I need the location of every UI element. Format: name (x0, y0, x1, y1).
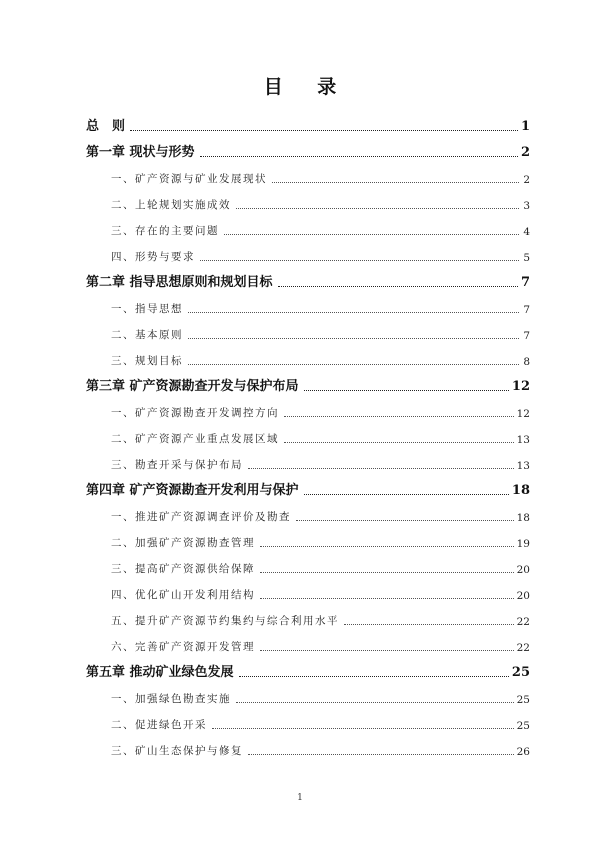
toc-leader-dots (248, 753, 514, 755)
toc-leader-dots (260, 649, 514, 651)
toc-leader-dots (284, 415, 514, 417)
toc-section-entry[interactable] (86, 524, 530, 550)
toc-entry-label: 第二章 指导思想原则和规划目标 (86, 275, 273, 290)
toc-entry-label: 三、矿山生态保护与修复 (111, 745, 243, 757)
toc-leader-dots (224, 233, 519, 235)
toc-entry-label: 一、矿产资源勘查开发调控方向 (111, 407, 279, 419)
toc-entry-page: 2 (520, 145, 530, 160)
toc-entry-label: 第三章 矿产资源勘查开发与保护布局 (86, 379, 299, 394)
toc-entry-page: 7 (523, 330, 530, 342)
toc-entry-label: 第一章 现状与形势 (86, 145, 195, 160)
toc-leader-dots (260, 545, 514, 547)
toc-leader-dots (200, 155, 518, 157)
toc-entry-label: 三、存在的主要问题 (111, 225, 219, 237)
toc-entry-page: 12 (511, 379, 530, 394)
toc-chapter-entry[interactable] (86, 654, 530, 680)
toc-entry-page: 20 (516, 564, 530, 576)
toc-leader-dots (236, 701, 514, 703)
toc-entry-label: 一、加强绿色勘查实施 (111, 693, 231, 705)
toc-entry-page: 13 (516, 434, 530, 446)
toc-entry-label: 二、基本原则 (111, 329, 183, 341)
toc-leader-dots (278, 285, 518, 287)
toc-entry-label: 一、推进矿产资源调查评价及勘查 (111, 511, 291, 523)
toc-leader-dots (304, 389, 509, 391)
toc-entry-page: 18 (511, 483, 530, 498)
toc-section-entry[interactable] (86, 680, 530, 706)
toc-leader-dots (344, 623, 514, 625)
toc-leader-dots (212, 727, 514, 729)
toc-entry-label: 三、提高矿产资源供给保障 (111, 563, 255, 575)
toc-entry-page: 26 (516, 746, 530, 758)
toc-section-entry[interactable] (86, 732, 530, 758)
toc-entry-page: 7 (523, 304, 530, 316)
toc-section-entry[interactable] (86, 186, 530, 212)
toc-section-entry[interactable] (86, 212, 530, 238)
page-number: 1 (297, 793, 303, 803)
toc-entry-page: 22 (516, 616, 530, 628)
toc-entry-page: 4 (523, 226, 530, 238)
toc-leader-dots (188, 363, 519, 365)
toc-section-entry[interactable] (86, 420, 530, 446)
toc-entry-page: 25 (516, 694, 530, 706)
toc-entry-page: 12 (516, 408, 530, 420)
toc-entry-page: 19 (516, 538, 530, 550)
toc-entry-page: 13 (516, 460, 530, 472)
toc-leader-dots (236, 207, 519, 209)
toc-entry-label: 三、勘查开采与保护布局 (111, 459, 243, 471)
toc-section-entry[interactable] (86, 602, 530, 628)
toc-section-entry[interactable] (86, 446, 530, 472)
toc-entry-label: 五、提升矿产资源节约集约与综合利用水平 (111, 615, 339, 627)
page-title: 目 录 (263, 76, 351, 98)
toc-leader-dots (200, 259, 519, 261)
toc-entry-label: 一、矿产资源与矿业发展现状 (111, 173, 267, 185)
toc-chapter-entry[interactable] (86, 134, 530, 160)
toc-leader-dots (296, 519, 514, 521)
toc-entry-page: 18 (516, 512, 530, 524)
toc-leader-dots (239, 675, 509, 677)
toc-chapter-entry[interactable] (86, 368, 530, 394)
toc-entry-label: 四、优化矿山开发利用结构 (111, 589, 255, 601)
toc-entry-page: 8 (523, 356, 530, 368)
toc-leader-dots (272, 181, 519, 183)
toc-entry-page: 20 (516, 590, 530, 602)
toc-leader-dots (130, 129, 518, 131)
toc-section-entry[interactable] (86, 316, 530, 342)
toc-section-entry[interactable] (86, 238, 530, 264)
toc-entry-label: 第五章 推动矿业绿色发展 (86, 665, 234, 680)
toc-chapter-entry[interactable] (86, 108, 530, 134)
toc-section-entry[interactable] (86, 706, 530, 732)
toc-entry-page: 2 (523, 174, 530, 186)
toc-section-entry[interactable] (86, 394, 530, 420)
toc-entry-page: 1 (520, 119, 530, 134)
toc-section-entry[interactable] (86, 550, 530, 576)
toc-entry-label: 二、促进绿色开采 (111, 719, 207, 731)
toc-leader-dots (260, 597, 514, 599)
toc-entry-label: 三、规划目标 (111, 355, 183, 367)
toc-entry-label: 二、上轮规划实施成效 (111, 199, 231, 211)
toc-entry-label: 二、矿产资源产业重点发展区域 (111, 433, 279, 445)
toc-leader-dots (188, 337, 519, 339)
table-of-contents (86, 108, 530, 758)
toc-section-entry[interactable] (86, 160, 530, 186)
toc-entry-label: 一、指导思想 (111, 303, 183, 315)
toc-entry-label: 总 则 (86, 119, 126, 134)
toc-section-entry[interactable] (86, 628, 530, 654)
toc-entry-label: 六、完善矿产资源开发管理 (111, 641, 255, 653)
toc-section-entry[interactable] (86, 342, 530, 368)
toc-chapter-entry[interactable] (86, 472, 530, 498)
toc-entry-page: 5 (523, 252, 530, 264)
toc-entry-label: 第四章 矿产资源勘查开发利用与保护 (86, 483, 299, 498)
toc-entry-page: 22 (516, 642, 530, 654)
toc-chapter-entry[interactable] (86, 264, 530, 290)
toc-entry-label: 二、加强矿产资源勘查管理 (111, 537, 255, 549)
toc-leader-dots (284, 441, 514, 443)
toc-entry-page: 7 (520, 275, 530, 290)
toc-leader-dots (304, 493, 509, 495)
toc-leader-dots (248, 467, 514, 469)
toc-leader-dots (188, 311, 519, 313)
toc-leader-dots (260, 571, 514, 573)
toc-entry-label: 四、形势与要求 (111, 251, 195, 263)
toc-section-entry[interactable] (86, 498, 530, 524)
toc-section-entry[interactable] (86, 576, 530, 602)
toc-entry-page: 25 (511, 665, 530, 680)
toc-entry-page: 25 (516, 720, 530, 732)
toc-section-entry[interactable] (86, 290, 530, 316)
toc-entry-page: 3 (523, 200, 530, 212)
